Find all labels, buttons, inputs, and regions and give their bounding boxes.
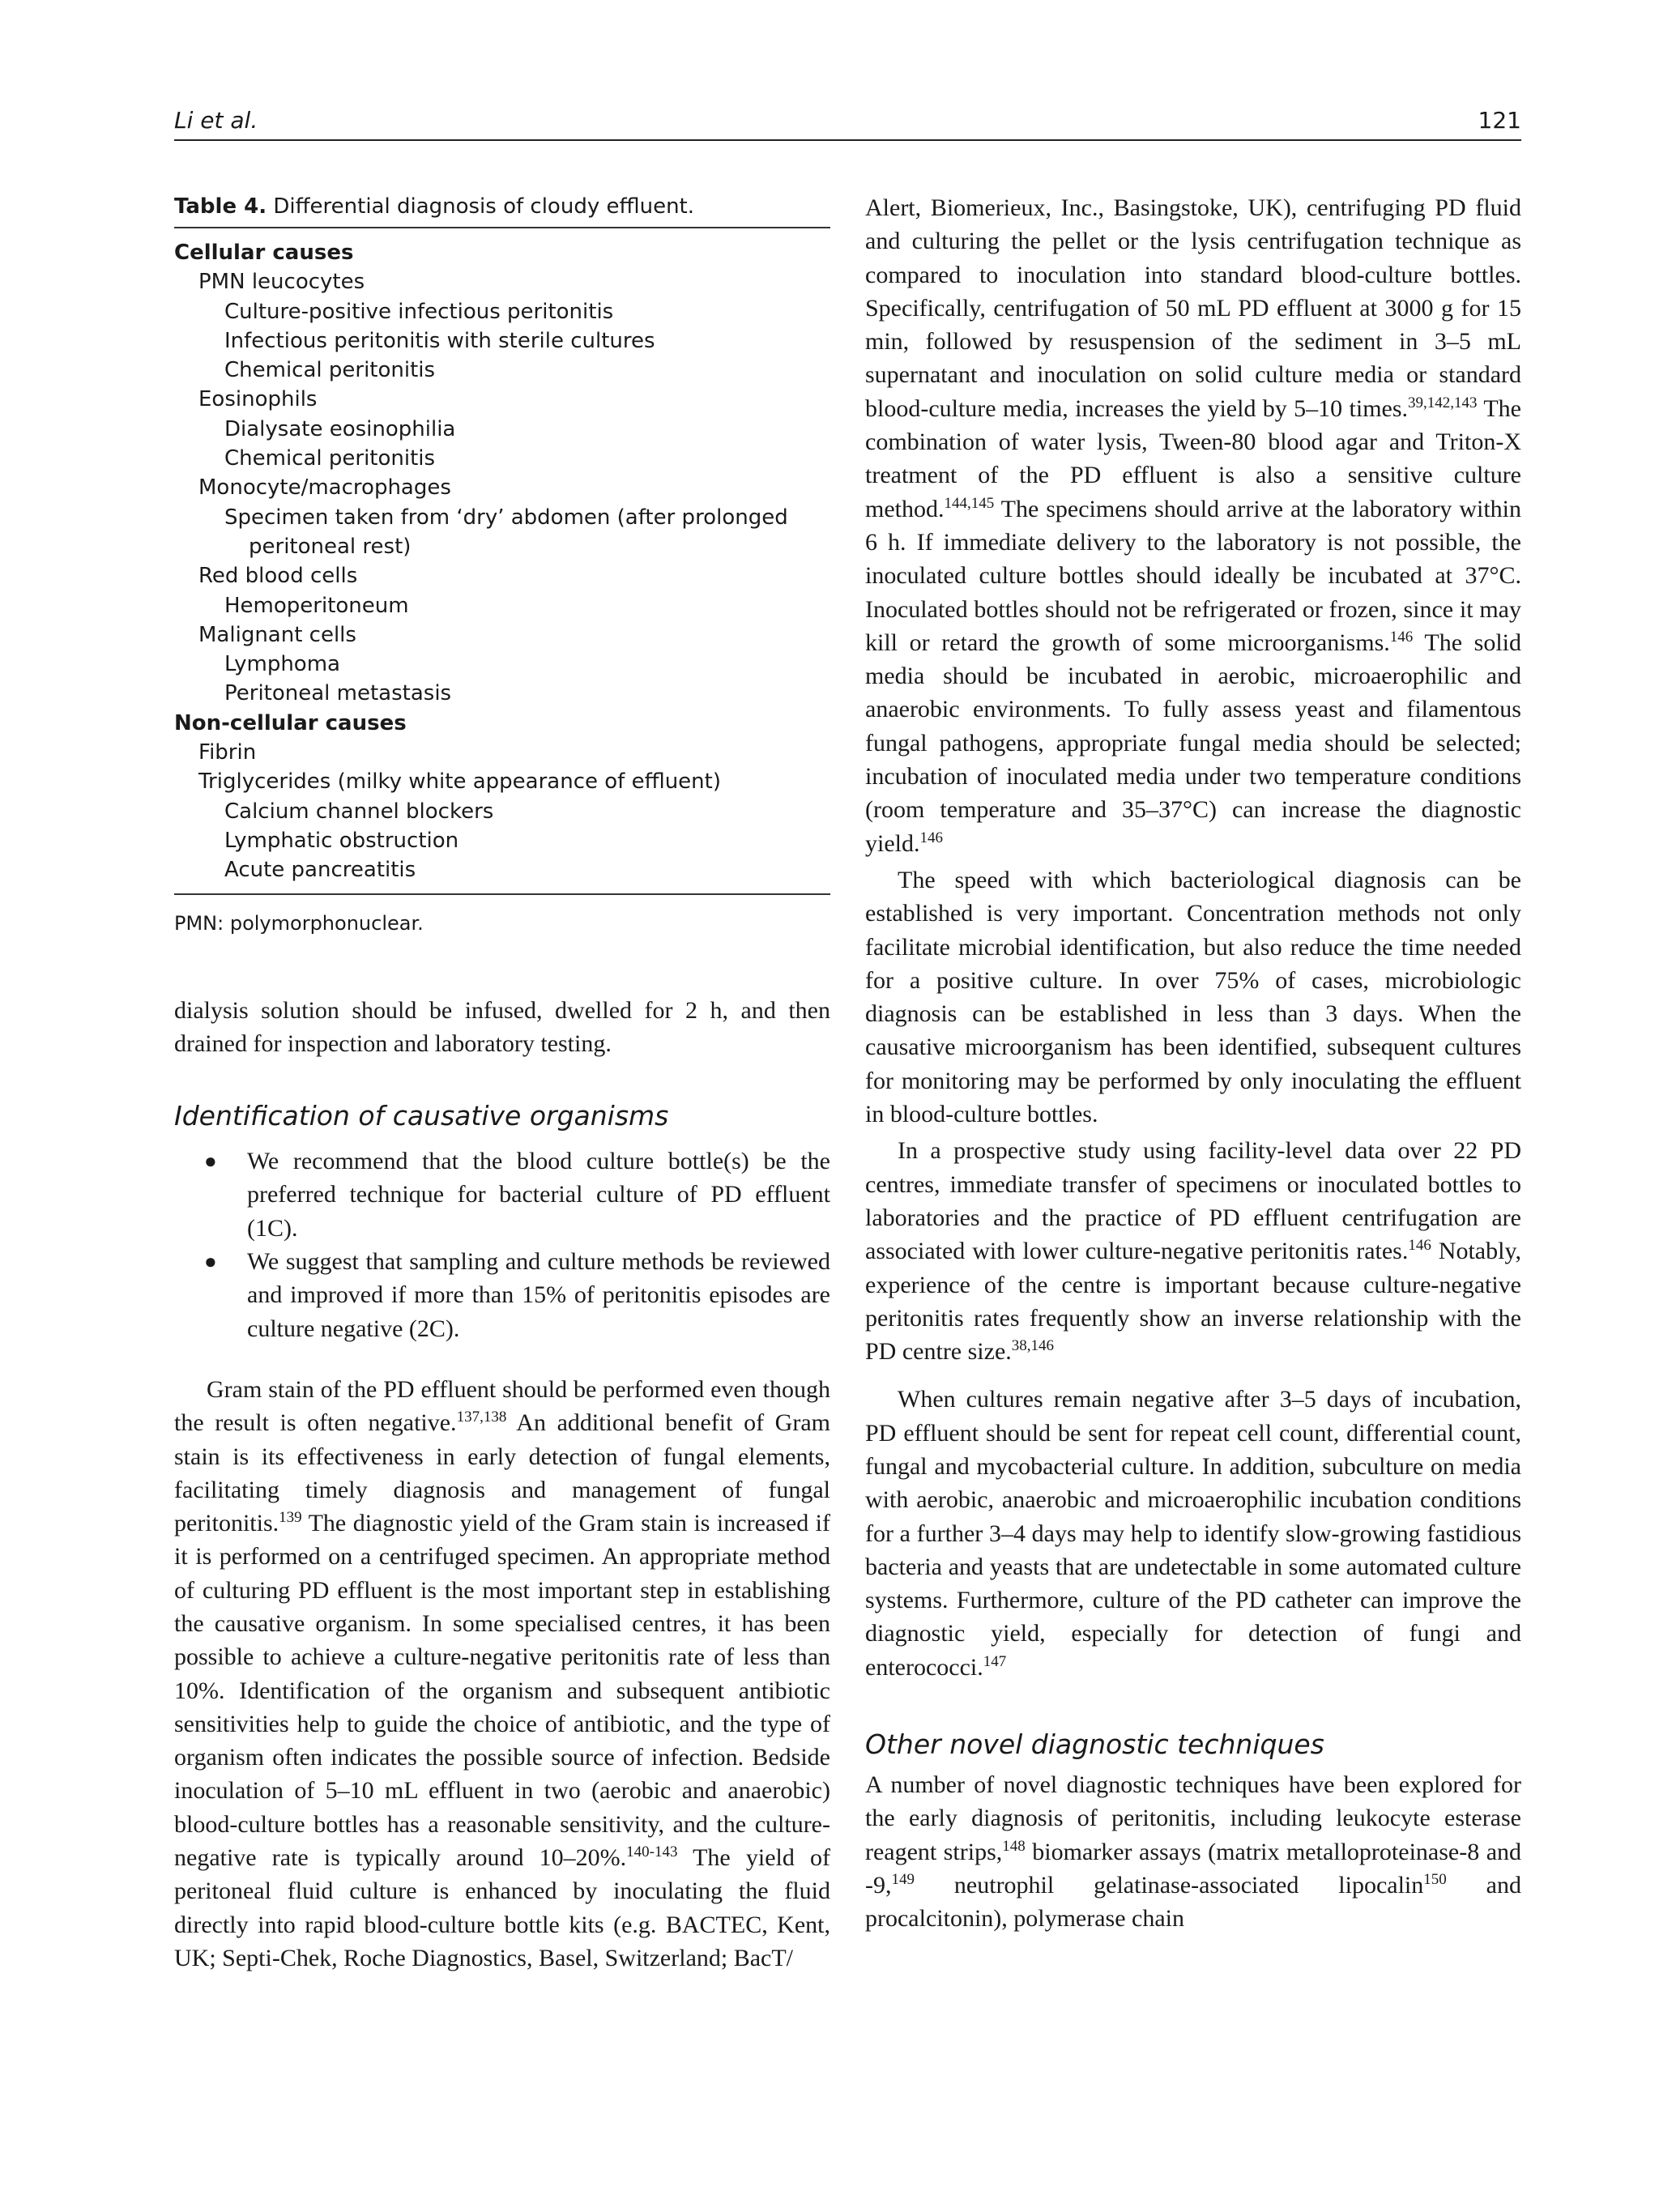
section-heading: Identification of causative organisms <box>174 1100 669 1132</box>
table-row-category: Triglycerides (milky white appearance of effluent) <box>198 769 721 795</box>
paragraph-text: When cultures remain negative after 3–5 days of incubation, PD effluent should be sent for repeat cell count, differential count, fungal and mycobacterial culture. In addition, subculture on media with aerobic, anaerobic and microaerophilic incubation conditions for a further 3–4 days may help to identify slow-growing fastidious bacteria and yeasts that are undetectable in some automated culture systems. Furthermore, culture of the PD catheter can improve the diagnostic yield, especially for detection of fungi and enterococci. <box>865 1386 1521 1681</box>
citation: 150 <box>1423 1870 1447 1888</box>
recommendation-list <box>174 1144 830 1345</box>
table-row-category: Red blood cells <box>198 564 358 589</box>
paragraph-text: The diagnostic yield of the Gram stain is increased if it is performed on a centrifuged specimen. An appropriate method of culturing PD effluent is the most important step in establishing the causative organism. In some specialised centres, it has been possible to achieve a culture-negative peritonitis rate of less than 10%. Identification of the organism and subsequent antibiotic sensitivities help to guide the choice of antibiotic, and the type of organism often indicates the possible source of infection. Bedside inoculation of 5–10 mL effluent in two (aerobic and anaerobic) blood-culture bottles has a reasonable sensitivity, and the culture-negative rate is typically around 10–20%. <box>174 1510 830 1872</box>
paragraph <box>865 1768 1521 1935</box>
table-4 <box>174 191 830 937</box>
table-row-item: Lymphatic obstruction <box>224 828 459 853</box>
paragraph-text: Gram stain of the PD effluent should be performed even though the result is often negative. <box>174 1375 830 1437</box>
table-row-category: Monocyte/macrophages <box>198 475 451 501</box>
paragraph-text: An additional benefit of Gram stain is its effectiveness in early detection of fungal elements, facilitating timely diagnosis and management of fungal peritonitis. <box>174 1409 830 1537</box>
table-row-category: Eosinophils <box>198 387 318 412</box>
paragraph: dialysis solution should be infused, dwelled for 2 h, and then drained for inspection and laboratory testing. <box>174 996 830 1057</box>
table-body <box>174 228 830 893</box>
table-row-item: Peritoneal metastasis <box>224 681 452 706</box>
citation: 148 <box>1002 1837 1026 1855</box>
table-row-item: Hemoperitoneum <box>224 593 409 618</box>
table-label: Table 4. <box>174 194 267 219</box>
paragraph <box>174 1373 830 1975</box>
paragraph-text: In a prospective study using facility-level data over 22 PD centres, immediate transfer of specimens or inoculated bottles to laboratories and the practice of PD effluent centrifugation are associated with lower culture-negative peritonitis rates. <box>865 1137 1521 1265</box>
citation: 146 <box>1389 628 1414 646</box>
paragraph-text: The solid media should be incubated in aerobic, microaerophilic and anaerobic environments. To fully assess yeast and filamentous fungal pathogens, appropriate fungal media should be selected; incubation of inoculated media under two temperature conditions (room temperature and 35–37°C) can increase the diagnostic yield. <box>865 629 1522 857</box>
citation: 146 <box>919 829 943 846</box>
recommendation-item <box>174 1245 830 1345</box>
table-row-category: Fibrin <box>198 740 257 765</box>
citation: 137,138 <box>456 1409 507 1426</box>
table-row-item: Lymphoma <box>224 652 340 677</box>
paragraph-text: biomarker assays (matrix metalloproteinase-8 and -9, <box>865 1838 1522 1899</box>
table-row-item: Culture-positive infectious peritonitis <box>224 299 614 324</box>
left-column <box>174 191 830 1975</box>
citation: 39,142,143 <box>1408 394 1478 411</box>
table-row-item: Calcium channel blockers <box>224 799 494 824</box>
paragraph-text: The combination of water lysis, Tween-80 blood agar and Triton-X treatment of the PD effluent is also a sensitive culture method. <box>865 394 1521 522</box>
paragraph-text: Notably, experience of the centre is important because culture-negative peritonitis rates frequently show an inverse relationship with the PD centre size. <box>865 1238 1522 1366</box>
table-title: Differential diagnosis of cloudy effluent. <box>273 194 695 219</box>
recommendation-text: We suggest that sampling and culture methods be reviewed and improved if more than 15% of peritonitis episodes are culture negative (2C). <box>247 1248 830 1342</box>
bullet-icon: ● <box>204 1149 217 1174</box>
citation: 149 <box>891 1870 915 1888</box>
running-head-authors: Li et al. <box>174 107 258 134</box>
table-row-item: Specimen taken from ‘dry’ abdomen (after prolonged <box>224 505 788 530</box>
table-footnote: PMN: polymorphonuclear. <box>174 911 424 935</box>
paragraph-text: The specimens should arrive at the laboratory within 6 h. If immediate delivery to the laboratory is not possible, the inoculated culture bottles should ideally be incubated at 37°C. Inoculated bottles should not be refrigerated or frozen, since it may kill or retard the growth of some microorganisms. <box>865 495 1521 656</box>
table-row-item: Infectious peritonitis with sterile cultures <box>224 328 655 353</box>
paragraph <box>865 1134 1521 1368</box>
section-heading: Other novel diagnostic techniques <box>865 1728 1324 1761</box>
citation: 147 <box>983 1652 1007 1670</box>
citation: 139 <box>279 1509 302 1527</box>
page-number: 121 <box>1478 107 1521 134</box>
table-row-item: Acute pancreatitis <box>224 858 416 883</box>
paragraph-text: neutrophil gelatinase-associated lipocalin <box>915 1871 1424 1899</box>
citation: 140-143 <box>626 1843 678 1861</box>
table-row-category: Malignant cells <box>198 622 356 647</box>
table-row-group: Cellular causes <box>174 241 354 265</box>
paragraph-text: A number of novel diagnostic techniques have been explored for the early diagnosis of peritonitis, including leukocyte esterase reagent strips, <box>865 1771 1521 1865</box>
recommendation-item <box>174 1144 830 1245</box>
table-row-item: Dialysate eosinophilia <box>224 416 456 441</box>
right-column <box>865 191 1521 1936</box>
paragraph-text: and procalcitonin), polymerase chain <box>865 1871 1521 1933</box>
paragraph-text: Alert, Biomerieux, Inc., Basingstoke, UK), centrifuging PD fluid and culturing the pellet or the lysis centrifugation technique as compared to inoculation into standard blood-culture bottles. Specifically, centrifugation of 50 mL PD effluent at 3000 g for 15 min, followed by resuspension of the sediment in 3–5 mL supernatant and inoculation on solid culture media or standard blood-culture media, increases the yield by 5–10 times. <box>865 194 1521 422</box>
citation: 38,146 <box>1011 1337 1055 1355</box>
paragraph <box>865 191 1521 860</box>
paragraph: The speed with which bacteriological diagnosis can be established is very important. Concentration methods not only facilitate microbial identification, but also reduce the time needed for a positive culture. In over 75% of cases, microbiologic diagnosis can be established in less than 3 days. When the causative microorganism has been identified, subsequent cultures for monitoring may be performed by only inoculating the effluent in blood-culture bottles. <box>865 866 1521 1128</box>
table-row-item: Chemical peritonitis <box>224 358 436 383</box>
paragraph <box>865 1383 1521 1684</box>
recommendation-text: We recommend that the blood culture bottle(s) be the preferred technique for bacterial culture of PD effluent (1C). <box>247 1148 830 1242</box>
paragraph-text: The yield of peritoneal fluid culture is enhanced by inoculating the fluid directly into rapid blood-culture bottle kits (e.g. BACTEC, Kent, UK; Septi-Chek, Roche Diagnostics, Basel, Switzerland; BacT/ <box>174 1844 830 1971</box>
running-head <box>174 107 1521 141</box>
citation: 146 <box>1408 1237 1431 1255</box>
bullet-icon: ● <box>204 1250 217 1274</box>
table-row-category: PMN leucocytes <box>198 270 365 295</box>
table-row-group: Non-cellular causes <box>174 710 407 735</box>
citation: 144,145 <box>944 494 995 512</box>
table-row-item-continued: peritoneal rest) <box>249 534 412 559</box>
table-row-item: Chemical peritonitis <box>224 446 436 471</box>
table-caption <box>174 191 830 227</box>
